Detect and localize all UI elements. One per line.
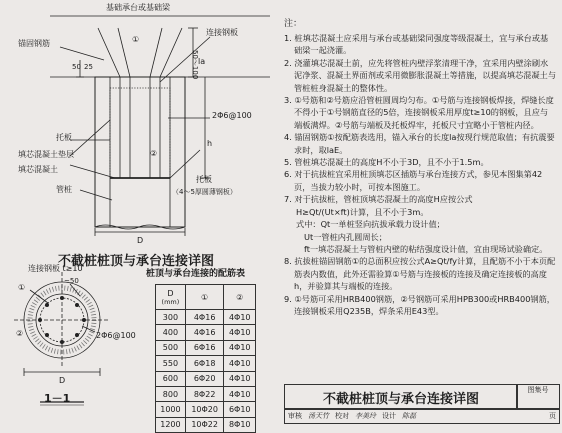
note-item: 3. ①号筋和②号筋应沿管桩圆周均匀布。①号筋与连接钢板焊接，焊缝长度不得小于①号钢筋直径的5倍，连接钢板采用厚度t≥10的钢板，且应与端板满焊。②号筋与端板及托板焊牢，托板尺寸宜略小于管桩内径。 — [284, 95, 554, 130]
pile-ring-label: 填芯混凝土垫层 — [18, 150, 74, 159]
table-header-2: ② — [224, 285, 256, 310]
table-row: 800 8Φ22 4Φ10 — [156, 386, 256, 401]
note-item: 9. ①号筋可采用HRB400钢筋，②号钢筋可采用HPB300或HRB400钢筋，连接钢板采用Q235B，焊条采用E43型。 — [284, 293, 555, 316]
main-title: 不截桩桩顶与承台连接详图 — [58, 254, 215, 269]
note-item: 5. 管桩填芯混凝土的高度H不小于3D，且不小于1.5m。 — [284, 157, 489, 168]
note-item: 7. 对于抗拔桩，管桩顶填芯混凝土的高度H应按公式 — [284, 194, 473, 205]
section-mark-2: ② — [16, 329, 24, 338]
rebar-table — [155, 284, 256, 433]
section-dim-50: ~50 — [64, 277, 79, 285]
table-title: 桩顶与承台连接的配筋表 — [146, 269, 246, 279]
section-label: 1－1 — [44, 392, 71, 405]
bracket-note-label: 托板 — [196, 175, 212, 184]
mark-1-label: ① — [132, 35, 140, 44]
table-row: 500 6Φ16 4Φ10 — [156, 340, 256, 355]
note-item: 2. 浇灌填芯混凝土前，应先将管桩内壁浮浆清理干净，宜采用内壁涂刷水泥净浆、混凝土界面剂或采用微膨胀混凝土等措施，以提高填芯混凝土与管桩桩身混凝土的整体性。 — [284, 57, 557, 93]
table-header-1: ① — [185, 285, 224, 310]
signature-row — [284, 408, 560, 424]
mark-2-label: ② — [150, 149, 158, 158]
note-item: 6. 对于抗拔桩宜采用桩顶填芯区插筋与承台连接方式，参见本图集第42页，当拔力较小时，可按本图施工。 — [284, 169, 543, 192]
note-formula: H≥Qt/(Ut×ft)计算，且不小于3m。 — [296, 206, 429, 217]
note-item: 1. 桩填芯混凝土应采用与承台或基础梁同强度等级混凝土，宜与承台或基础梁一起浇灌。 — [284, 33, 549, 56]
fill-concrete-label: 填芯混凝土 — [18, 165, 58, 174]
dim-25: 25 — [84, 63, 93, 71]
table-header-d: D (mm) — [156, 285, 186, 310]
designer-name: 陈磊 — [402, 412, 416, 420]
check-label: 校对 — [335, 412, 349, 420]
cap-label: 基础承台或基础梁 — [106, 3, 170, 12]
bracket-label: 托板 — [56, 133, 72, 142]
bracket-thk-label: （4～5厚圆薄钢板） — [172, 188, 237, 196]
note-item: Ut一管桩内孔圆周长； — [304, 231, 387, 242]
atlas-number-label: 图集号 — [516, 384, 560, 410]
reviewer-name: 汤天竹 — [308, 412, 329, 420]
spiral-label: 2Φ6@100 — [212, 111, 252, 120]
table-row: 300 4Φ16 4Φ10 — [156, 310, 256, 325]
h-label: h — [207, 139, 213, 148]
connect-plate-label: 连接钢板 — [206, 28, 238, 37]
anchor-rebar-label: 锚固钢筋 — [18, 39, 50, 48]
table-row: 1200 10Φ22 8Φ10 — [156, 417, 256, 432]
title-block — [284, 384, 558, 422]
section-d-label: D — [59, 376, 66, 385]
section-plate-label: 连接钢板 t≥10 — [28, 264, 83, 273]
pipe-label: 管桩 — [56, 185, 72, 194]
note-item: 8. 抗拔桩锚固钢筋①的总面积应按公式A≥Qt/fy计算，且配筋不小于本页配筋表内数值，此外还需验算①号筋与连接板的连接及确定连接板的高度h，并验算其与端板的连接。 — [284, 256, 556, 292]
dim-50-100: 50～100 — [191, 50, 199, 80]
dim-50: 50 — [72, 63, 81, 71]
notes — [284, 32, 556, 317]
note-item: ft一填芯混凝土与管桩内壁的粘结强度设计值，宜由现场试验确定。 — [304, 243, 548, 254]
table-row: 550 6Φ18 4Φ10 — [156, 356, 256, 371]
checker-name: 李美玲 — [355, 412, 376, 420]
note-item: 4. 锚固钢筋①按配筋表选用，锚入承台的长度la按现行规范取值；有抗震要求时，取laE。 — [284, 132, 555, 155]
table-row: 600 6Φ20 4Φ10 — [156, 371, 256, 386]
title-block-title: 不截桩桩顶与承台连接详图 — [284, 384, 518, 410]
section-spiral-label: 2Φ6@100 — [96, 331, 136, 340]
d-label: D — [137, 236, 144, 245]
notes-heading: 注： — [284, 19, 303, 29]
page-label: 页 — [549, 412, 556, 420]
la-label: la — [198, 57, 206, 66]
table-row: 400 4Φ16 4Φ10 — [156, 325, 256, 340]
note-item: 式中：Qt一单桩竖向抗拔承载力设计值； — [296, 219, 445, 230]
section-mark-1: ① — [18, 283, 26, 292]
table-row: 1000 10Φ20 6Φ10 — [156, 402, 256, 417]
design-label: 设计 — [382, 412, 396, 420]
review-label: 审核 — [288, 412, 302, 420]
